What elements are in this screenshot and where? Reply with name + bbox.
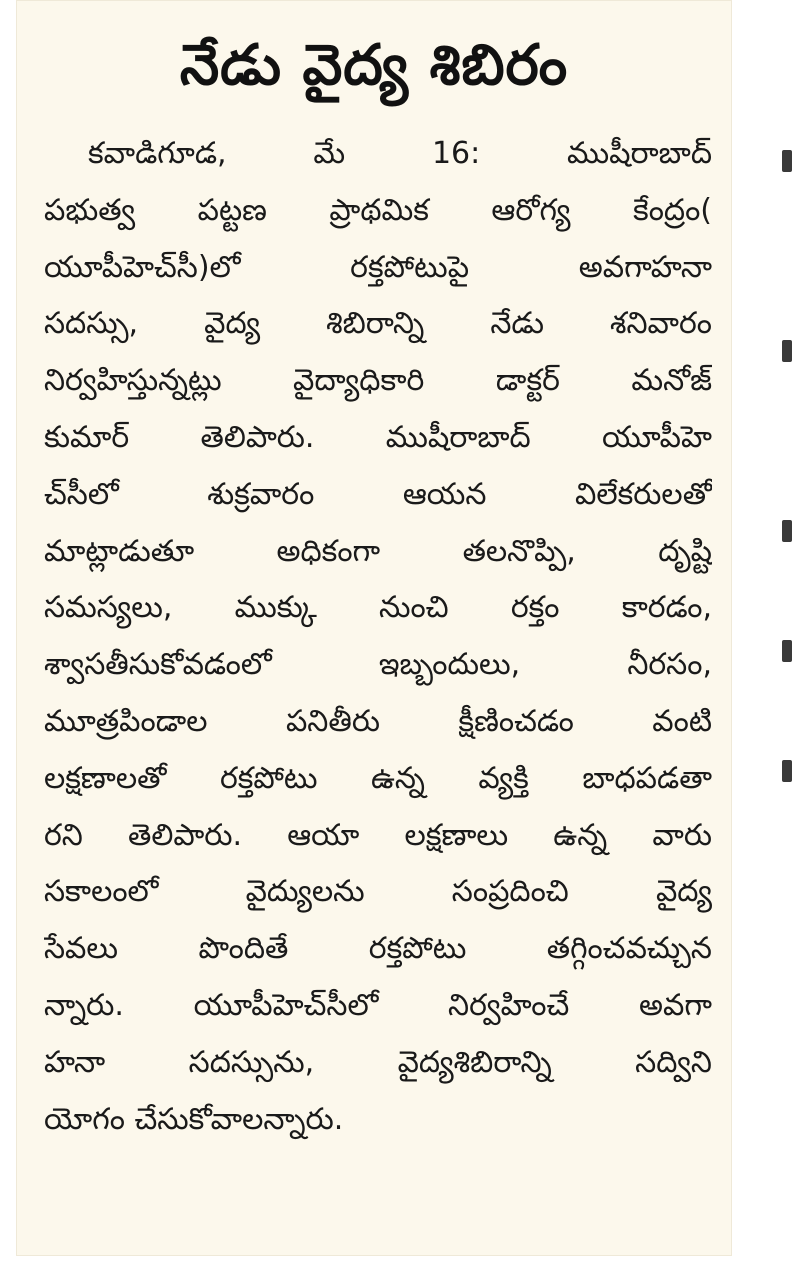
- article-line: మాట్లాడుతూ అధికంగా తలనొప్పి, దృష్టి: [44, 533, 712, 569]
- article-line: యూపీహెచ్‌సీ)లో రక్తపోటుపై అవగాహనా: [44, 249, 712, 285]
- article-line: సమస్యలు, ముక్కు నుంచి రక్తం కారడం,: [44, 590, 712, 626]
- article-line: చ్‌సీలో శుక్రవారం ఆయన విలేకరులతో: [44, 476, 712, 512]
- newspaper-clipping: [16, 0, 732, 1256]
- article-headline: నేడు వైద్య శిబిరం: [179, 33, 569, 98]
- article-line: సేవలు పొందితే రక్తపోటు తగ్గించవచ్చున: [44, 931, 712, 967]
- article-line: హనా సదస్సును, వైద్యశిబిరాన్ని సద్విని: [44, 1044, 712, 1080]
- article-line: శ్వాసతీసుకోవడంలో ఇబ్బందులు, నీరసం,: [44, 647, 712, 683]
- article-line: నిర్వహిస్తున్నట్లు వైద్యాధికారి డాక్టర్ మనోజ్: [44, 363, 712, 399]
- edge-mark: [782, 150, 792, 172]
- article-line: లక్షణాలతో రక్తపోటు ఉన్న వ్యక్తి బాధపడతా: [44, 760, 712, 796]
- edge-mark: [782, 640, 792, 662]
- article-line: సకాలంలో వైద్యులను సంప్రదించి వైద్య: [44, 874, 712, 910]
- article-line: మూత్రపిండాల పనితీరు క్షీణించడం వంటి: [44, 703, 712, 739]
- article-line: యోగం చేసుకోవాలన్నారు.: [44, 1101, 344, 1137]
- article-line: కవాడిగూడ, మే 16: ముషీరాబాద్: [88, 136, 712, 171]
- article-line: కుమార్ తెలిపారు. ముషీరాబాద్ యూపీహె: [44, 419, 712, 455]
- article-line: రని తెలిపారు. ఆయా లక్షణాలు ఉన్న వారు: [44, 817, 712, 853]
- edge-mark: [782, 340, 792, 362]
- article-line: పభుత్వ పట్టణ ప్రాథమిక ఆరోగ్య కేంద్రం(: [44, 192, 712, 228]
- article-body: [44, 126, 712, 1148]
- article-line: సదస్సు, వైద్య శిబిరాన్ని నేడు శనివారం: [44, 306, 712, 342]
- adjacent-column-edge: [770, 0, 800, 1276]
- edge-mark: [782, 520, 792, 542]
- edge-mark: [782, 760, 792, 782]
- article-line: న్నారు. యూపీహెచ్‌సీలో నిర్వహించే అవగా: [44, 987, 712, 1023]
